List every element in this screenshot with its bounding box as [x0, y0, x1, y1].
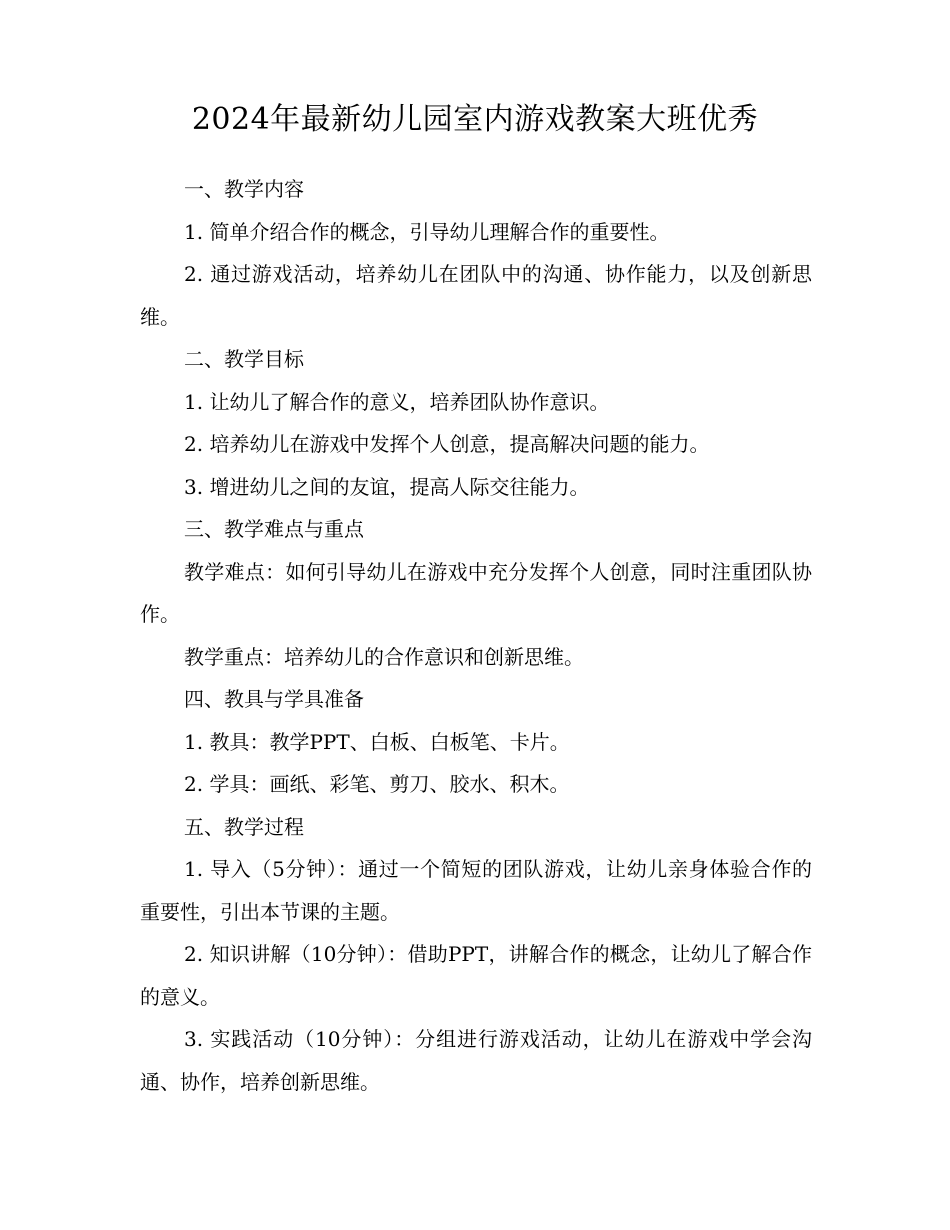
paragraph: 2. 知识讲解（10分钟）：借助PPT，讲解合作的概念，让幼儿了解合作的意义。	[140, 942, 812, 1009]
section-heading-materials: 四、教具与学具准备	[184, 687, 364, 711]
paragraph: 2. 学具：画纸、彩笔、剪刀、胶水、积木。	[184, 772, 570, 796]
paragraph: 1. 简单介绍合作的概念，引导幼儿理解合作的重要性。	[184, 219, 670, 244]
paragraph: 3. 增进幼儿之间的友谊，提高人际交往能力。	[184, 474, 590, 499]
paragraph: 1. 教具：教学PPT、白板、白板笔、卡片。	[184, 729, 570, 754]
paragraph: 教学难点：如何引导幼儿在游戏中充分发挥个人创意，同时注重团队协作。	[140, 559, 812, 626]
paragraph: 教学重点：培养幼儿的合作意识和创新思维。	[184, 644, 584, 669]
section-heading-key-points: 三、教学难点与重点	[184, 517, 364, 541]
paragraph: 2. 通过游戏活动，培养幼儿在团队中的沟通、协作能力，以及创新思维。	[140, 262, 812, 329]
paragraph: 1. 让幼儿了解合作的意义，培养团队协作意识。	[184, 389, 610, 414]
document-title: 2024年最新幼儿园室内游戏教案大班优秀	[191, 102, 759, 137]
paragraph: 3. 实践活动（10分钟）：分组进行游戏活动，让幼儿在游戏中学会沟通、协作，培养创新思维。	[140, 1027, 812, 1094]
section-heading-goals: 二、教学目标	[184, 347, 304, 371]
section-heading-process: 五、教学过程	[184, 814, 304, 839]
paragraph: 2. 培养幼儿在游戏中发挥个人创意，提高解决问题的能力。	[184, 432, 710, 456]
document-body	[140, 168, 812, 1103]
section-heading-content: 一、教学内容	[184, 177, 304, 201]
paragraph: 1. 导入（5分钟）：通过一个简短的团队游戏，让幼儿亲身体验合作的重要性，引出本节课的主题。	[140, 857, 812, 924]
